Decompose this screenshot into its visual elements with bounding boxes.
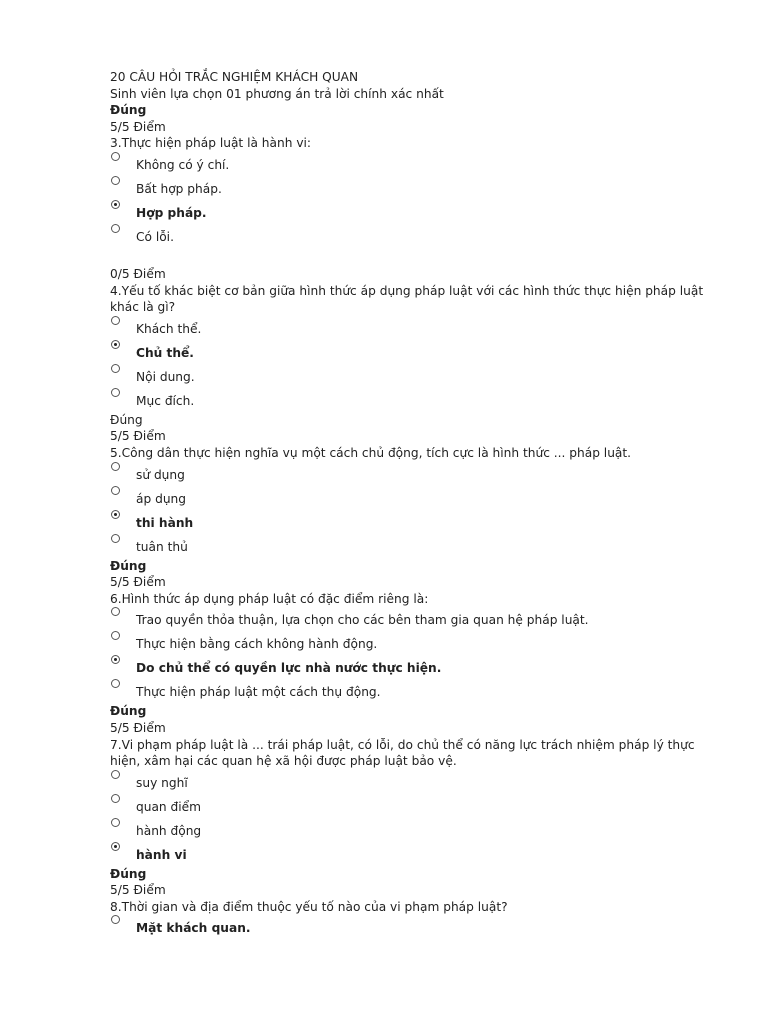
radio-button[interactable] [111,794,120,803]
option-label: suy nghĩ [136,775,188,790]
q4-option-3[interactable] [110,364,710,388]
option-label: Không có ý chí. [136,157,230,172]
option-label-selected: thi hành [136,515,194,530]
q4-option-1[interactable] [110,316,710,340]
q6-option-4[interactable] [110,679,710,703]
radio-button[interactable] [111,152,120,161]
question-7-status: Đúng [110,866,147,881]
q3-option-3[interactable] [110,200,710,224]
radio-button[interactable] [111,224,120,233]
question-7-text: 7.Vi phạm pháp luật là ... trái pháp luật, có lỗi, do chủ thể có năng lực trách nhiệm pháp lý thực hiện, xâm hại các quan hệ xã hội được pháp luật bảo vệ. [110,737,695,769]
option-label: Khách thể. [136,321,202,336]
q6-option-1[interactable] [110,607,710,631]
option-label: Bất hợp pháp. [136,181,222,196]
radio-button[interactable] [111,364,120,373]
q7-option-3[interactable] [110,818,710,842]
option-label: Trao quyền thỏa thuận, lựa chọn cho các bên tham gia quan hệ pháp luật. [136,613,589,628]
option-label: quan điểm [136,799,202,814]
radio-button[interactable] [111,818,120,827]
intro-score: 5/5 Điểm [110,119,166,134]
radio-button[interactable] [111,607,120,616]
option-label: sử dụng [136,467,185,482]
q7-option-2[interactable] [110,794,710,818]
question-6-text: 6.Hình thức áp dụng pháp luật có đặc điểm riêng là: [110,591,429,606]
radio-button-selected[interactable] [111,340,120,349]
q4-option-4[interactable] [110,388,710,412]
option-label: Mục đích. [136,393,195,408]
q3-option-2[interactable] [110,176,710,200]
question-6-status: Đúng [110,704,147,719]
question-4-text: 4.Yếu tố khác biệt cơ bản giữa hình thức áp dụng pháp luật với các hình thức thực hiện pháp luật khác là gì? [110,283,704,315]
q5-option-3[interactable] [110,510,710,534]
radio-button-selected[interactable] [111,655,120,664]
radio-button[interactable] [111,534,120,543]
q3-option-1[interactable] [110,152,710,176]
q3-option-4[interactable] [110,224,710,248]
q7-option-1[interactable] [110,770,710,794]
option-label-selected: Mặt khách quan. [136,921,251,936]
page-subtitle: Sinh viên lựa chọn 01 phương án trả lời chính xác nhất [110,86,444,101]
question-8-text: 8.Thời gian và địa điểm thuộc yếu tố nào của vi phạm pháp luật? [110,899,508,914]
question-5-status: Đúng [110,558,147,573]
option-label-selected: hành vi [136,847,187,862]
option-label: Thực hiện pháp luật một cách thụ động. [136,685,381,700]
question-7-score: 5/5 Điểm [110,883,166,898]
radio-button[interactable] [111,915,120,924]
radio-button[interactable] [111,316,120,325]
q7-option-4[interactable] [110,842,710,866]
radio-button[interactable] [111,679,120,688]
option-label-selected: Do chủ thể có quyền lực nhà nước thực hiện. [136,661,442,676]
q5-option-2[interactable] [110,486,710,510]
page-title: 20 CÂU HỎI TRẮC NGHIỆM KHÁCH QUAN [110,70,359,84]
radio-button[interactable] [111,462,120,471]
option-label-selected: Hợp pháp. [136,205,207,220]
intro-status: Đúng [110,103,147,118]
question-6-score: 5/5 Điểm [110,720,166,735]
radio-button[interactable] [111,388,120,397]
radio-button[interactable] [111,176,120,185]
question-4-score: 5/5 Điểm [110,429,166,444]
radio-button-selected[interactable] [111,200,120,209]
radio-button-selected[interactable] [111,842,120,851]
q8-option-1[interactable] [110,915,710,939]
radio-button[interactable] [111,631,120,640]
option-label: Có lỗi. [136,229,174,244]
radio-button[interactable] [111,486,120,495]
quiz-document [110,69,710,939]
q5-option-4[interactable] [110,534,710,558]
option-label: Thực hiện bằng cách không hành động. [136,637,378,652]
question-3-text: 3.Thực hiện pháp luật là hành vi: [110,136,312,151]
q6-option-3[interactable] [110,655,710,679]
q6-option-2[interactable] [110,631,710,655]
question-5-score: 5/5 Điểm [110,575,166,590]
option-label-selected: Chủ thể. [136,345,194,360]
spacer [110,248,710,266]
radio-button-selected[interactable] [111,510,120,519]
option-label: tuân thủ [136,539,188,554]
option-label: hành động [136,823,202,838]
q4-option-2[interactable] [110,340,710,364]
question-5-text: 5.Công dân thực hiện nghĩa vụ một cách chủ động, tích cực là hình thức ... pháp luật. [110,445,632,460]
option-label: áp dụng [136,491,186,506]
radio-button[interactable] [111,770,120,779]
question-4-status: Đúng [110,412,143,427]
q5-option-1[interactable] [110,462,710,486]
option-label: Nội dung. [136,369,195,384]
question-3-score: 0/5 Điểm [110,266,166,281]
